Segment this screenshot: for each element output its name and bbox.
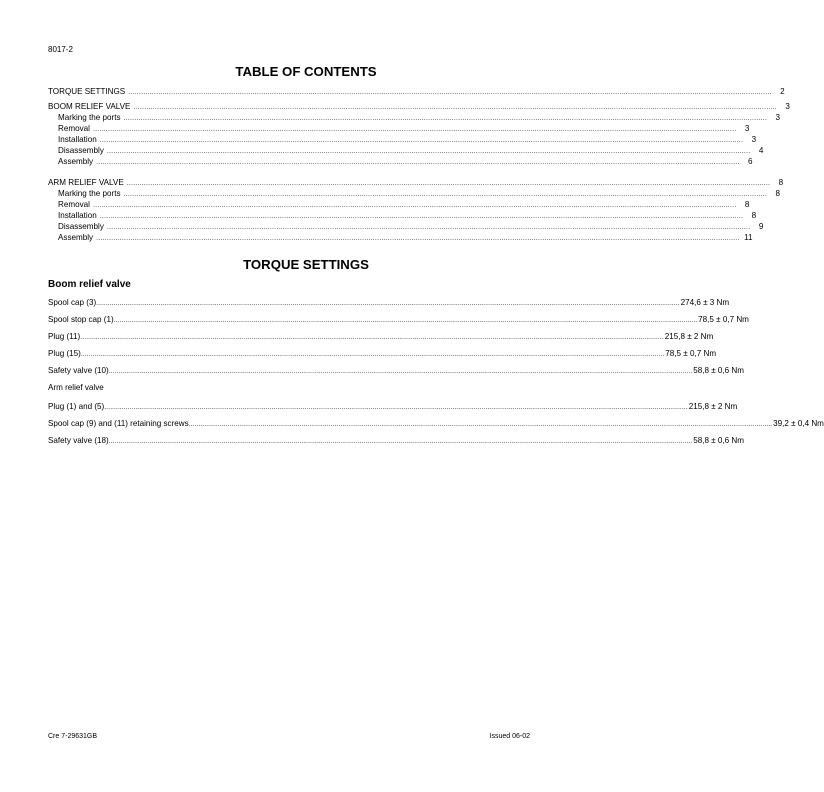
torque-row [48, 296, 730, 308]
torque-value: 215,8 ± 2 Nm [664, 332, 714, 341]
dot-leader: ............................................................................................................................................................................................................................................................................................................ [99, 213, 744, 220]
torque-component: Spool cap (9) and (11) retaining screws [48, 419, 189, 428]
footer-reference: Cre 7-29631GB [48, 733, 98, 740]
toc-entry-page: 11 [744, 233, 753, 242]
dot-leader: ............................................................................................................................................................................................................................................................................................................ [92, 126, 737, 133]
toc-entry-page: 6 [748, 157, 753, 166]
torque-value: 58,8 ± 0,6 Nm [693, 436, 744, 445]
torque-row [48, 347, 717, 359]
dot-leader: ............................................................................................................................................................................................................................................................................................................ [108, 368, 693, 375]
toc-entry-label: TORQUE SETTINGS [48, 87, 126, 96]
toc-entry-label: Marking the ports [58, 113, 121, 122]
torque-component: Spool stop cap (1) [48, 315, 114, 324]
torque-value: 58,8 ± 0,6 Nm [693, 366, 744, 375]
torque-value: 274,6 ± 3 Nm [680, 298, 730, 307]
dot-leader: ............................................................................................................................................................................................................................................................................................................ [113, 317, 698, 324]
toc-entry-page: 8 [775, 189, 780, 198]
toc-entry-label: ARM RELIEF VALVE [48, 178, 124, 187]
toc-entry-page: 2 [780, 87, 785, 96]
dot-leader: ............................................................................................................................................................................................................................................................................................................ [188, 421, 773, 428]
footer-issue-date: Issued 06-02 [489, 733, 530, 740]
torque-settings-title: TORQUE SETTINGS [243, 257, 369, 272]
dot-leader: ............................................................................................................................................................................................................................................................................................................ [96, 235, 740, 242]
toc-entry-page: 3 [744, 124, 750, 133]
torque-value: 78,5 ± 0,7 Nm [665, 349, 717, 358]
dot-leader: ............................................................................................................................................................................................................................................................................................................ [96, 300, 680, 307]
toc-title: TABLE OF CONTENTS [235, 64, 377, 79]
dot-leader: ............................................................................................................................................................................................................................................................................................................ [123, 115, 767, 122]
toc-entry-label: Disassembly [58, 222, 104, 231]
torque-row [48, 434, 744, 446]
torque-value: 78,5 ± 0,7 Nm [698, 315, 749, 324]
toc-entry-page: 3 [785, 102, 790, 111]
toc-entry-page: 3 [775, 113, 780, 122]
toc-entry-label: Removal [58, 200, 90, 209]
torque-row [48, 313, 749, 325]
torque-component: Plug (1) and (5) [48, 402, 105, 411]
dot-leader: ............................................................................................................................................................................................................................................................................................................ [126, 180, 771, 187]
dot-leader: ............................................................................................................................................................................................................................................................................................................ [80, 351, 665, 358]
toc-entry-page: 3 [751, 135, 757, 144]
dot-leader: ............................................................................................................................................................................................................................................................................................................ [108, 438, 693, 445]
torque-row [48, 417, 824, 429]
toc-entry-label: Installation [58, 211, 97, 220]
dot-leader: ............................................................................................................................................................................................................................................................................................................ [123, 191, 767, 198]
toc-entry-label: Installation [58, 135, 97, 144]
toc-entry-page: 8 [744, 200, 750, 209]
torque-list [48, 0, 824, 792]
toc-entry-label: Marking the ports [58, 189, 121, 198]
dot-leader: ............................................................................................................................................................................................................................................................................................................ [106, 148, 751, 155]
document-number: 8017-2 [48, 45, 73, 54]
torque-row [48, 330, 714, 342]
dot-leader: ............................................................................................................................................................................................................................................................................................................ [128, 89, 772, 96]
dot-leader: ............................................................................................................................................................................................................................................................................................................ [80, 334, 664, 341]
toc-entry-page: 9 [758, 222, 764, 231]
torque-row [48, 364, 744, 376]
dot-leader: ............................................................................................................................................................................................................................................................................................................ [92, 202, 737, 209]
dot-leader: ............................................................................................................................................................................................................................................................................................................ [99, 137, 744, 144]
arm-relief-valve-heading: Arm relief valve [48, 383, 104, 392]
dot-leader: ............................................................................................................................................................................................................................................................................................................ [96, 159, 740, 166]
torque-component: Plug (11) [48, 332, 81, 341]
dot-leader: ............................................................................................................................................................................................................................................................................................................ [106, 224, 751, 231]
toc-entry-label: BOOM RELIEF VALVE [48, 102, 131, 111]
dot-leader: ............................................................................................................................................................................................................................................................................................................ [104, 404, 688, 411]
dot-leader: ............................................................................................................................................................................................................................................................................................................ [133, 104, 777, 111]
boom-relief-valve-heading: Boom relief valve [48, 279, 131, 290]
toc-entry-label: Assembly [58, 157, 94, 166]
torque-row [48, 400, 738, 412]
torque-value: 215,8 ± 2 Nm [688, 402, 738, 411]
torque-component: Safety valve (18) [48, 436, 109, 445]
toc-entry-page: 8 [751, 211, 757, 220]
toc-entry-page: 4 [758, 146, 764, 155]
toc-entry-page: 8 [778, 178, 784, 187]
toc-entry-label: Removal [58, 124, 90, 133]
torque-component: Spool cap (3) [48, 298, 97, 307]
torque-value: 39,2 ± 0,4 Nm [773, 419, 824, 428]
torque-component: Plug (15) [48, 349, 81, 358]
torque-component: Safety valve (10) [48, 366, 109, 375]
toc-entry-label: Assembly [58, 233, 94, 242]
toc-entry-label: Disassembly [58, 146, 104, 155]
